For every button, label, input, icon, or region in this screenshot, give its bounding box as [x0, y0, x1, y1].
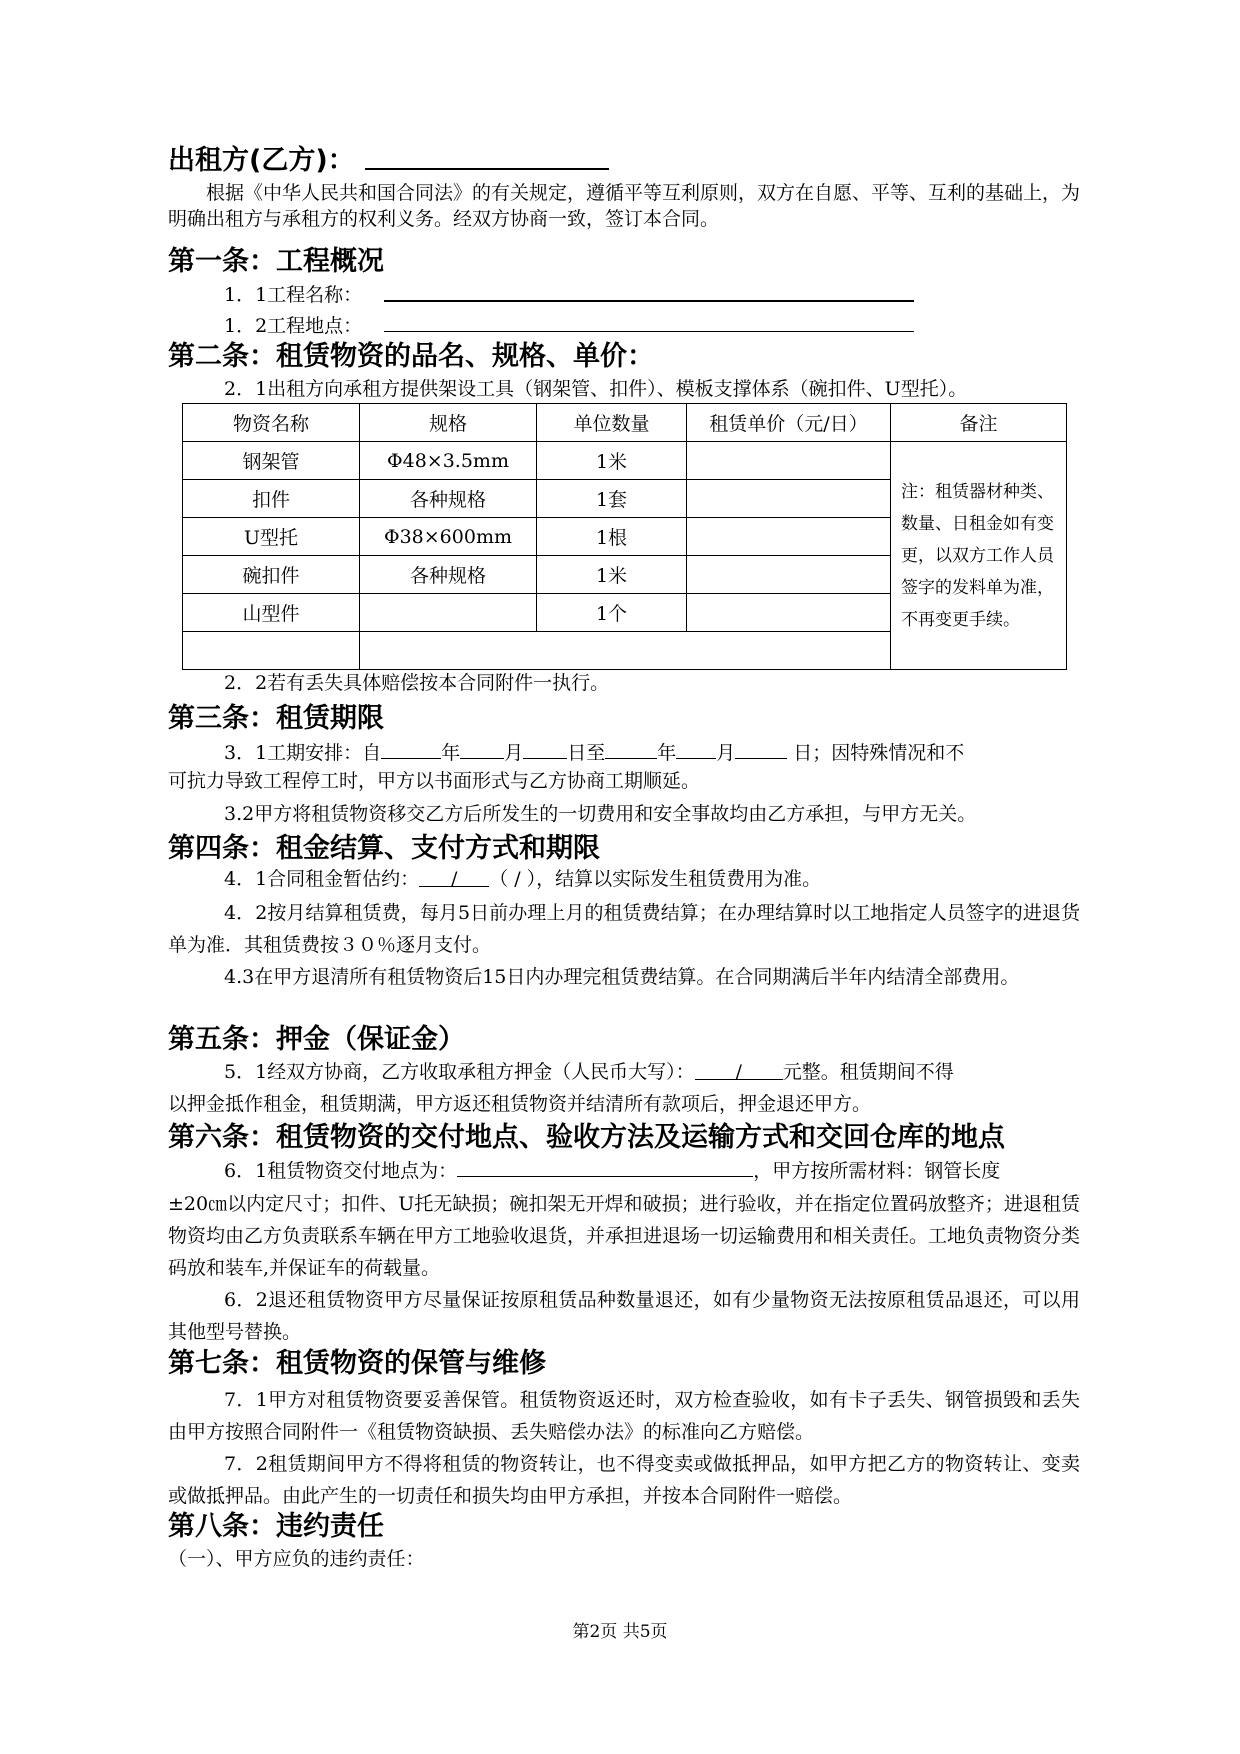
article-4-clause-3: 4.3在甲方退清所有租赁物资后15日内办理完租赁费结算。在合同期满后半年内结清全部费用。 [224, 966, 1020, 988]
month-label: 月 [716, 742, 736, 764]
empty-cell [183, 632, 360, 670]
item-unit: 1米 [537, 442, 687, 480]
period-to-label: 日至 [567, 742, 606, 764]
item-spec: Φ38×600mm [360, 518, 537, 556]
item-spec: 各种规格 [360, 480, 537, 518]
lessor-label: 出租方(乙方)： [168, 145, 355, 176]
item-name: 钢架管 [183, 442, 360, 480]
item-spec [360, 594, 537, 632]
header-unit: 单位数量 [537, 404, 687, 442]
period-from-label: 3．1工期安排：自 [224, 742, 382, 764]
item-spec: 各种规格 [360, 556, 537, 594]
article-4-clause-2: 4．2按月结算租赁费，每月5日前办理上月的租赁费结算；在办理结算时以工地指定人员签字的进退货单为准．其租赁费按３０％逐月支付。 [168, 902, 1080, 956]
header-unit-price: 租赁单价（元/日） [687, 404, 891, 442]
header-remarks: 备注 [891, 404, 1067, 442]
article-2-title: 第二条：租赁物资的品名、规格、单价： [168, 341, 654, 372]
article-2-clause-2: 2．2若有丢失具体赔偿按本合同附件一执行。 [224, 672, 610, 694]
end-month-blank [676, 738, 716, 759]
item-price [687, 518, 891, 556]
item-name: 碗扣件 [183, 556, 360, 594]
deposit-label: 5．1经双方协商，乙方收取承租方押金（人民币大写）： [224, 1061, 695, 1083]
article-7-title: 第七条：租赁物资的保管与维修 [168, 1348, 546, 1379]
item-unit: 1套 [537, 480, 687, 518]
item-price [687, 480, 891, 518]
article-8-clause-1: （一）、甲方应负的违约责任： [168, 1548, 425, 1570]
article-3-clause-1 [224, 738, 964, 766]
start-year-blank [381, 738, 441, 759]
project-site-blank [384, 331, 914, 332]
rent-estimate-note: （ / ），结算以实际发生租赁费用为准。 [489, 868, 822, 890]
item-price [687, 442, 891, 480]
article-8-title: 第八条：违约责任 [168, 1511, 384, 1542]
article-4-title: 第四条：租金结算、支付方式和期限 [168, 833, 600, 864]
article-6-clause-1-cont: ±20㎝以内定尺寸；扣件、U托无缺损；碗扣架无开焊和破损；进行验收，并在指定位置码放整齐；进退租赁物资均由乙方负责联系车辆在甲方工地验收退货，并承担进退场一切运输费用和相关责任。工地负责物资分类码放和装车,并保证车的荷载量。 [168, 1193, 1081, 1279]
table-row [183, 442, 1067, 480]
item-name: 山型件 [183, 594, 360, 632]
intro-paragraph: 根据《中华人民共和国合同法》的有关规定，遵循平等互利原则，双方在自愿、平等、互利的基础上，为明确出租方与承租方的权利义务。经双方协商一致，签订本合同。 [168, 182, 1081, 230]
month-label: 月 [504, 742, 524, 764]
deposit-blank [695, 1059, 783, 1083]
article-2-clause-1: 2．1出租方向承租方提供架设工具（钢架管、扣件）、模板支撑体系（碗扣件、U型托）。 [224, 378, 968, 400]
article-1-title: 第一条：工程概况 [168, 246, 384, 277]
rent-estimate-blank [419, 866, 489, 890]
item-unit: 1米 [537, 556, 687, 594]
article-6-title: 第六条：租赁物资的交付地点、验收方法及运输方式和交回仓库的地点 [168, 1122, 1005, 1153]
article-7-clause-1: 7．1甲方对租赁物资要妥善保管。租赁物资返还时，双方检查验收，如有卡子丢失、钢管损毁和丢失由甲方按照合同附件一《租赁物资缺损、丢失赔偿办法》的标准向乙方赔偿。 [168, 1389, 1080, 1443]
delivery-place-label: 6．1租赁物资交付地点为： [224, 1160, 458, 1182]
header-spec: 规格 [360, 404, 537, 442]
item-unit: 1个 [537, 594, 687, 632]
article-3-title: 第三条：租赁期限 [168, 703, 384, 734]
table-header-row [183, 404, 1067, 442]
item-unit: 1根 [537, 518, 687, 556]
article-5-clause-1-cont: 以押金抵作租金，租赁期满，甲方返还租赁物资并结清所有款项后，押金退还甲方。 [168, 1093, 872, 1115]
item-spec: Φ48×3.5mm [360, 442, 537, 480]
acceptance-intro: ，甲方按所需材料：钢管长度 [753, 1160, 1001, 1182]
deposit-note: 元整。租赁期间不得 [782, 1061, 954, 1083]
article-5-title: 第五条：押金（保证金） [168, 1024, 465, 1055]
period-note: 日；因特殊情况和不 [787, 742, 965, 764]
start-day-blank [523, 738, 567, 759]
item-price [687, 594, 891, 632]
header-item-name: 物资名称 [183, 404, 360, 442]
lessor-heading [168, 145, 355, 177]
rent-estimate-value: / [450, 868, 458, 890]
empty-cell-merged [360, 632, 891, 670]
article-6-clause-2: 6．2退还租赁物资甲方尽量保证按原租赁品种数量退还，如有少量物资无法按原租赁品退还，可以用其他型号替换。 [168, 1289, 1080, 1343]
year-label: 年 [657, 742, 677, 764]
end-day-blank [735, 738, 787, 759]
year-label: 年 [441, 742, 461, 764]
article-3-clause-2: 3.2甲方将租赁物资移交乙方后所发生的一切费用和安全事故均由乙方承担，与甲方无关。 [224, 803, 977, 825]
project-name-label: 1．1工程名称： [224, 284, 363, 306]
article-3-clause-1-cont: 可抗力导致工程停工时，甲方以书面形式与乙方协商工期顺延。 [168, 770, 701, 792]
delivery-place-blank [457, 1156, 753, 1177]
item-name: U型托 [183, 518, 360, 556]
article-6-clause-1 [224, 1156, 1000, 1184]
item-name: 扣件 [183, 480, 360, 518]
article-4-clause-1 [224, 866, 821, 892]
deposit-value: / [735, 1061, 742, 1083]
start-month-blank [460, 738, 504, 759]
item-price [687, 556, 891, 594]
project-site-label: 1．2工程地点： [224, 315, 363, 337]
project-name-blank [384, 300, 914, 302]
remarks-note: 注：租赁器材种类、数量、日租金如有变更，以双方工作人员签字的发料单为准，不再变更手续。 [891, 442, 1067, 670]
rental-items-table [182, 403, 1067, 670]
article-5-clause-1 [224, 1059, 954, 1085]
article-7-clause-2: 7．2租赁期间甲方不得将租赁的物资转让，也不得变卖或做抵押品，如甲方把乙方的物资转让、变卖或做抵押品。由此产生的一切责任和损失均由甲方承担，并按本合同附件一赔偿。 [168, 1453, 1080, 1507]
lessor-name-blank [365, 168, 609, 170]
page-number: 第2页 共5页 [572, 1622, 668, 1642]
rent-estimate-label: 4．1合同租金暂估约： [224, 868, 420, 890]
end-year-blank [605, 738, 657, 759]
